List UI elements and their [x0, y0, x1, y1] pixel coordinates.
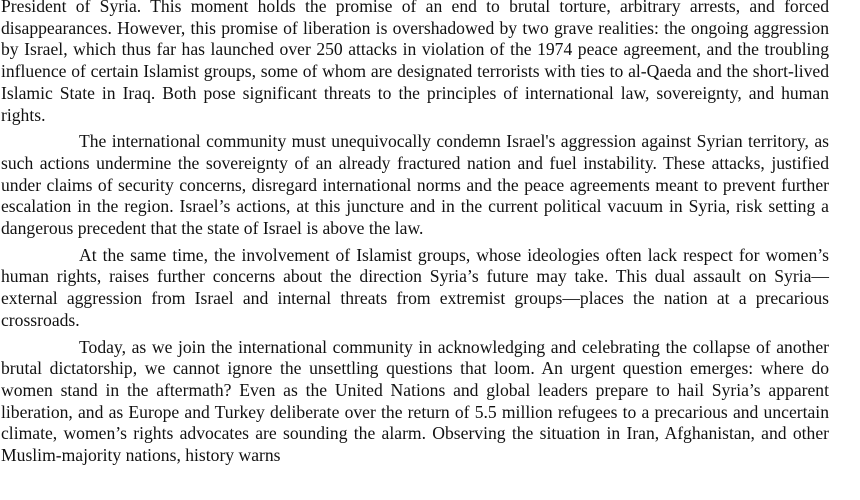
text-column [1, 0, 829, 472]
paragraph-women-question: Today, as we join the international community in acknowledging and celebrating the collapse of another brutal dictatorship, we cannot ignore the unsettling questions that loom. An urgent question emerges: where do women stand in the aftermath? Even as the United Nations and global leaders prepare to hail Syria’s apparent liberation, and as Europe and Turkey deliberate over the return of 5.5 million refugees to a precarious and uncertain climate, women’s rights advocates are sounding the alarm. Observing the situation in Iran, Afghanistan, and other Muslim-majority nations, history warns [1, 336, 829, 466]
paragraph-islamist-groups: At the same time, the involvement of Islamist groups, whose ideologies often lack respect for women’s human rights, raises further concerns about the direction Syria’s future may take. This dual assault on Syria—external aggression from Israel and internal threats from extremist groups—places the nation at a precarious crossroads. [1, 244, 829, 330]
paragraph-continued: President of Syria. This moment holds the promise of an end to brutal torture, arbitrary arrests, and forced disappearances. However, this promise of liberation is overshadowed by two grave realities: the ongoing aggression by Israel, which thus far has launched over 250 attacks in violation of the 1974 peace agreement, and the troubling influence of certain Islamist groups, some of whom are designated terrorists with ties to al-Qaeda and the short-lived Islamic State in Iraq. Both pose significant threats to the principles of international law, sovereignty, and human rights. [1, 0, 829, 125]
paragraph-israel-aggression: The international community must unequivocally condemn Israel's aggression against Syrian territory, as such actions undermine the sovereignty of an already fractured nation and fuel instability. These attacks, justified under claims of security concerns, disregard international norms and the peace agreements meant to prevent further escalation in the region. Israel’s actions, at this juncture and in the current political vacuum in Syria, risk setting a dangerous precedent that the state of Israel is above the law. [1, 131, 829, 239]
